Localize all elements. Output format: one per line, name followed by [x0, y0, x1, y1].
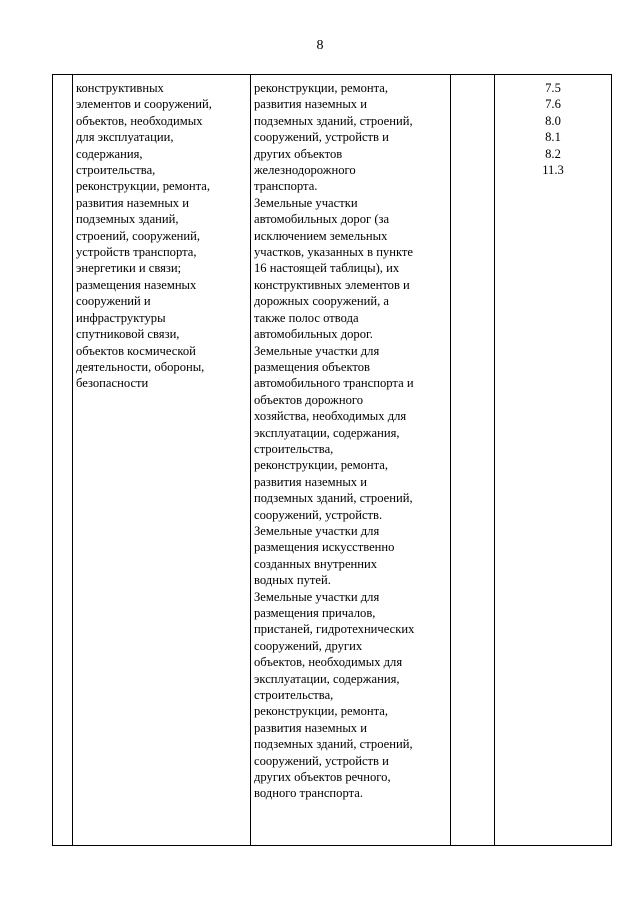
- row-number-cell: [53, 75, 73, 846]
- land-use-table: [52, 74, 612, 846]
- use-purpose-text: конструктивных элементов и сооружений, объектов, необходимых для эксплуатации, содержания, строительства, реконструкции, ремонта, развития наземных и подземных зданий, строений, сооружений, устройств транспорта, энергетики и связи; размещения наземных сооружений и инфраструктуры спутниковой связи, объектов космической деятельности, обороны, безопасности: [76, 81, 212, 391]
- land-plots-description-text: реконструкции, ремонта, развития наземных и подземных зданий, строений, сооружений, устройств и других объектов железнодорожного транспорта. Земельные участки автомобильных дорог (за исключением земельных участков, указанных в пункте 16 настоящей таблицы), их конструктивных элементов и дорожных сооружений, а также полос отвода автомобильных дорог. Земельные участки для размещения объектов автомобильного транспорта и объектов дорожного хозяйства, необходимых для эксплуатации, содержания, строительства, реконструкции, ремонта, развития наземных и подземных зданий, строений, сооружений, устройств. Земельные участки для размещения искусственно созданных внутренних водных путей. Земельные участки для размещения причалов, пристаней, гидротехнических сооружений, других объектов, необходимых для эксплуатации, содержания, строительства, реконструкции, ремонта, развития наземных и подземных зданий, строений, сооружений, устройств и других объектов речного, водного транспорта.: [254, 81, 415, 801]
- empty-cell: [451, 75, 495, 846]
- use-purpose-cell: [73, 75, 251, 846]
- page-number: 8: [316, 38, 324, 53]
- classification-code: 8.1: [545, 130, 561, 145]
- classification-code: 7.6: [545, 97, 561, 112]
- table-row: [53, 75, 612, 846]
- land-plots-description-cell: [251, 75, 451, 846]
- classification-code: 11.3: [542, 163, 564, 178]
- classification-code: 8.2: [545, 146, 561, 161]
- classification-code: 7.5: [545, 81, 561, 95]
- classification-codes-cell: [495, 75, 612, 846]
- classification-code: 8.0: [545, 113, 561, 128]
